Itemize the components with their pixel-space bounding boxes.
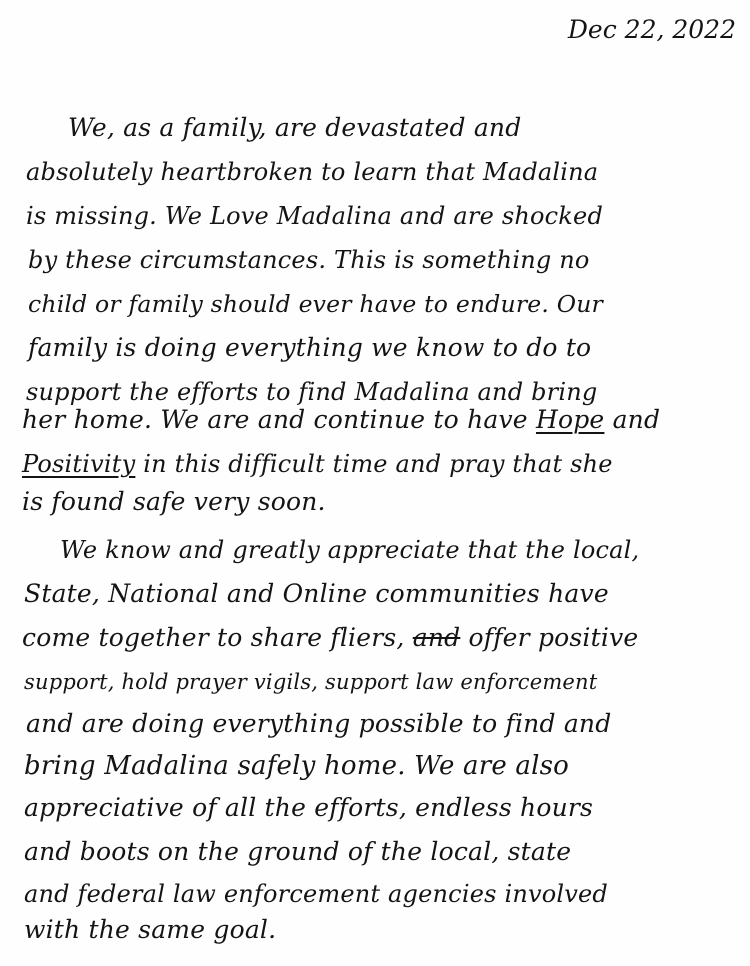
paragraph2-line-3-end: offer positive: [468, 623, 639, 652]
paragraph2-line-5: and are doing everything possible to find and: [26, 709, 612, 738]
paragraph1-line-10: is found safe very soon.: [22, 487, 326, 516]
paragraph1-line-8: [22, 404, 660, 436]
paragraph1-line-3: is missing. We Love Madalina and are shocked: [26, 202, 604, 230]
paragraph1-line-1: We, as a family, are devastated and: [68, 113, 522, 142]
paragraph1-line-5: child or family should ever have to endure. Our: [28, 290, 603, 318]
paragraph2-line-7: appreciative of all the efforts, endless hours: [24, 793, 594, 822]
and-word: and: [612, 405, 661, 434]
paragraph1-line-6: family is doing everything we know to do to: [28, 333, 592, 362]
paragraph2-line-9: and federal law enforcement agencies involved: [24, 880, 608, 908]
paragraph2-line-4: support, hold prayer vigils, support law enforcement: [24, 670, 598, 694]
struck-and-word: and: [412, 623, 461, 652]
letter-date: Dec 22, 2022: [567, 15, 736, 44]
hope-word: Hope: [535, 405, 605, 434]
paragraph1-line-7: support the efforts to find Madalina and bring: [26, 378, 598, 406]
paragraph1-line-8-text: her home. We are and continue to have: [22, 405, 528, 434]
paragraph1-line-9: [22, 448, 613, 480]
paragraph2-line-8: and boots on the ground of the local, state: [24, 837, 572, 866]
paragraph2-line-10: with the same goal.: [24, 915, 277, 944]
paragraph1-line-2: absolutely heartbroken to learn that Madalina: [26, 158, 599, 186]
paragraph1-line-9-text: in this difficult time and pray that she: [143, 450, 613, 478]
paragraph2-line-3: [22, 622, 638, 654]
paragraph2-line-1: We know and greatly appreciate that the local,: [60, 536, 640, 564]
paragraph1-line-4: by these circumstances. This is something no: [28, 246, 590, 274]
paragraph2-line-6: bring Madalina safely home. We are also: [24, 751, 569, 781]
positivity-word: Positivity: [22, 450, 136, 478]
paragraph2-line-3-text: come together to share fliers,: [22, 623, 405, 652]
paragraph2-line-2: State, National and Online communities have: [24, 579, 609, 608]
